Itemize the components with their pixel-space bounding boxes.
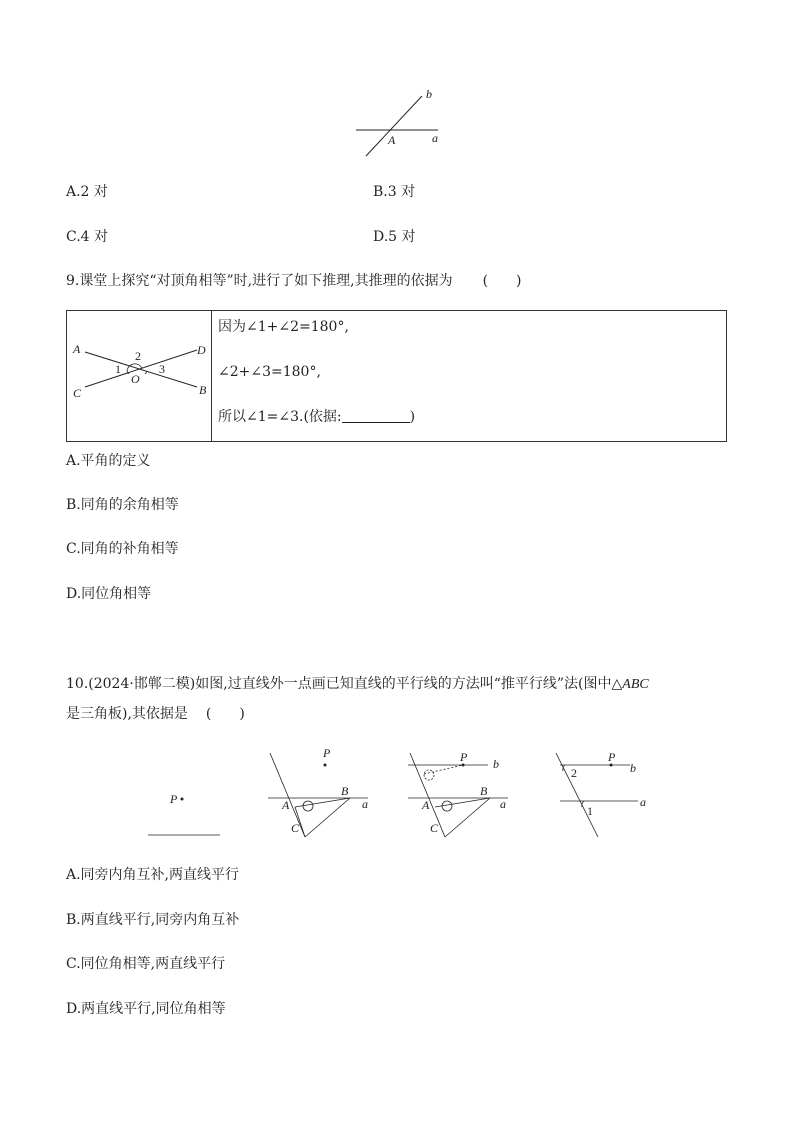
reasoning-close: )	[409, 409, 416, 425]
q8-option-a[interactable]: A.2 对	[66, 184, 108, 200]
q10-stem-text-2: 是三角板),其依据是	[66, 706, 188, 722]
q10-option-b[interactable]: B.两直线平行,同旁内角互补	[66, 912, 240, 928]
q8-option-d[interactable]: D.5 对	[373, 229, 416, 245]
q10-option-a[interactable]: A.同旁内角互补,两直线平行	[66, 867, 240, 883]
label-a: a	[362, 797, 368, 811]
q10-option-c[interactable]: C.同位角相等,两直线平行	[66, 956, 226, 972]
q9-option-b[interactable]: B.同角的余角相等	[66, 497, 179, 513]
q10-figure-4	[550, 745, 660, 845]
label-2: 2	[135, 349, 141, 363]
reasoning-line-1: 因为∠1+∠2=180°,	[218, 319, 349, 335]
label-O: O	[131, 372, 140, 386]
label-a: a	[500, 797, 506, 811]
q9-stem	[66, 272, 522, 290]
label-B: B	[341, 784, 349, 798]
q10-stem-line-1	[66, 675, 649, 694]
table-divider	[211, 311, 212, 441]
q9-option-a[interactable]: A.平角的定义	[66, 453, 151, 469]
q9-figure	[67, 311, 211, 441]
label-C: C	[73, 386, 82, 400]
q8-option-b[interactable]: B.3 对	[373, 184, 416, 200]
q9-table	[66, 310, 727, 442]
label-1: 1	[115, 362, 121, 376]
label-B: B	[480, 784, 488, 798]
label-b: b	[630, 761, 636, 775]
label-A: A	[73, 342, 81, 356]
label-2: 2	[571, 766, 577, 780]
q9-stem-text: 9.课堂上探究“对顶角相等”时,进行了如下推理,其推理的依据为	[66, 273, 453, 289]
q10-figure-1	[140, 785, 230, 840]
label-C: C	[430, 821, 439, 835]
label-a: a	[640, 795, 646, 809]
figure-q8	[350, 85, 450, 160]
answer-blank[interactable]	[342, 408, 410, 423]
q8-option-c[interactable]: C.4 对	[66, 229, 109, 245]
label-P: P	[608, 750, 616, 764]
q10-answer-paren[interactable]: ( )	[205, 706, 245, 722]
label-A: A	[282, 798, 290, 812]
label-a: a	[432, 131, 438, 145]
label-P: P	[170, 792, 178, 806]
label-3: 3	[159, 362, 165, 376]
reasoning-line-3	[218, 408, 415, 426]
q10-triangle-name: ABC	[622, 677, 649, 692]
label-A: A	[388, 133, 396, 147]
label-P: P	[323, 746, 331, 760]
q9-answer-paren[interactable]: ( )	[482, 273, 522, 289]
q10-figure-2	[260, 745, 380, 845]
label-P: P	[460, 750, 468, 764]
q9-option-c[interactable]: C.同角的补角相等	[66, 541, 179, 557]
label-1: 1	[587, 804, 593, 818]
label-C: C	[291, 821, 300, 835]
reasoning-line-3-text: 所以∠1=∠3.(依据:	[218, 409, 342, 425]
q9-option-d[interactable]: D.同位角相等	[66, 586, 152, 602]
q10-stem-line-2	[66, 705, 245, 723]
label-A: A	[422, 798, 430, 812]
label-B: B	[199, 383, 207, 397]
label-b: b	[426, 87, 432, 101]
q10-stem-text: 10.(2024·邯郸二模)如图,过直线外一点画已知直线的平行线的方法叫“推平行线”法(图中△	[66, 676, 623, 692]
label-b: b	[493, 757, 499, 771]
reasoning-line-2: ∠2+∠3=180°,	[218, 364, 321, 380]
q10-option-d[interactable]: D.两直线平行,同位角相等	[66, 1001, 226, 1017]
label-D: D	[197, 343, 206, 357]
q10-figure-3	[400, 745, 520, 845]
